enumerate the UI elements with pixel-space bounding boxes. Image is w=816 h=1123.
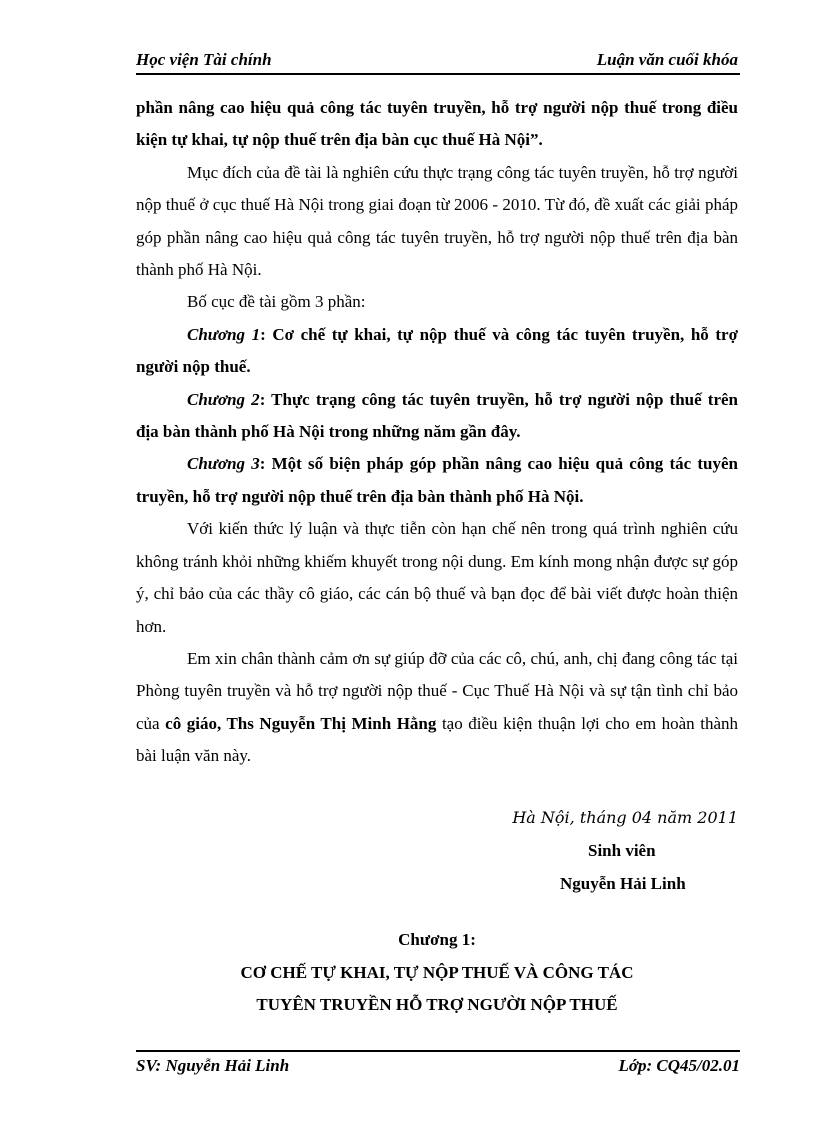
chapter-2-summary: Chương 2: Thực trạng công tác tuyên truyền, hỗ trợ người nộp thuế trên địa bàn thành phố Hà Nội trong những năm gần đây. [136, 389, 739, 442]
limitations-paragraph: Với kiến thức lý luận và thực tiễn còn hạn chế nên trong quá trình nghiên cứu không tránh khỏi những khiếm khuyết trong nội dung. Em kính mong nhận được sự góp ý, chỉ bảo của các thầy cô giáo, các cán bộ thuế và bạn đọc để bài viết được hoàn thiện hơn. [136, 519, 738, 636]
signature-name: Nguyễn Hải Linh [560, 874, 686, 893]
chapter-title-line-2: TUYÊN TRUYỀN HỖ TRỢ NGƯỜI NỘP THUẾ [256, 995, 618, 1014]
document-body [136, 92, 738, 773]
structure-paragraph: Bố cục đề tài gồm 3 phần: [187, 292, 366, 312]
header-doc-type: Luận văn cuối khóa [596, 50, 738, 69]
acknowledgement-paragraph: Em xin chân thành cảm ơn sự giúp đỡ của các cô, chú, anh, chị đang công tác tại Phòng tuyên truyền và hỗ trợ người nộp thuế - Cục Thuế Hà Nội và sự tận tình chỉ bảo của cô giáo, Ths Nguyễn Thị Minh Hằng tạo điều kiện thuận lợi cho em hoàn thành bài luận văn này. [136, 648, 739, 766]
advisor-name: cô giáo, Ths Nguyễn Thị Minh Hằng [165, 713, 437, 733]
chapter-2-label: Chương 2 [187, 389, 260, 409]
chapter-number: Chương 1: [398, 930, 476, 949]
chapter-3-label: Chương 3 [187, 454, 260, 474]
signature-role: Sinh viên [588, 841, 656, 860]
header-institution: Học viện Tài chính [136, 50, 272, 69]
signature-date: Hà Nội, tháng 04 năm 2011 [512, 808, 738, 827]
footer-class: Lớp: CQ45/02.01 [618, 1056, 740, 1075]
chapter-3-summary: Chương 3: Một số biện pháp góp phần nâng cao hiệu quả công tác tuyên truyền, hỗ trợ người nộp thuế trên địa bàn thành phố Hà Nội. [136, 454, 738, 506]
header-rule [136, 73, 740, 75]
footer-rule [136, 1050, 740, 1052]
page-header [136, 48, 738, 72]
footer-student: SV: Nguyễn Hải Linh [136, 1056, 290, 1075]
chapter-1-summary: Chương 1: Cơ chế tự khai, tự nộp thuế và công tác tuyên truyền, hỗ trợ người nộp thuế. [136, 324, 738, 377]
chapter-1-label: Chương 1 [187, 324, 261, 344]
intro-paragraph-end: phần nâng cao hiệu quả công tác tuyên truyền, hỗ trợ người nộp thuế trong điều kiện tự khai, tự nộp thuế trên địa bàn cục thuế Hà Nội”. [136, 98, 738, 150]
purpose-paragraph: Mục đích của đề tài là nghiên cứu thực trạng công tác tuyên truyền, hỗ trợ người nộp thuế ở cục thuế Hà Nội trong giai đoạn từ 2006 - 2010. Từ đó, đề xuất các giải pháp góp phần nâng cao hiệu quả công tác tuyên truyền, hỗ trợ người nộp thuế trên địa bàn thành phố Hà Nội. [136, 162, 738, 280]
chapter-title-line-1: CƠ CHẾ TỰ KHAI, TỰ NỘP THUẾ VÀ CÔNG TÁC [240, 963, 634, 982]
